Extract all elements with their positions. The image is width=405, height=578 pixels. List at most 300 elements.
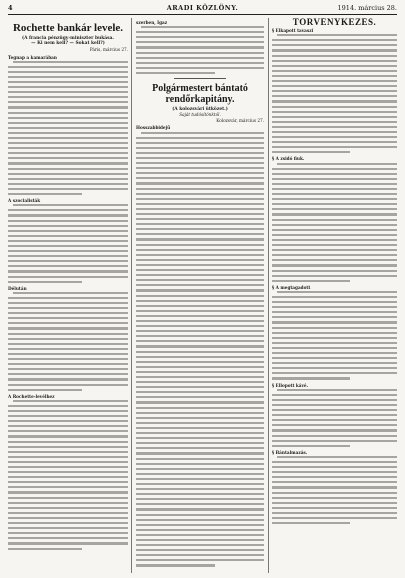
text-line <box>136 524 264 526</box>
text-line <box>136 284 264 286</box>
text-line <box>136 36 264 38</box>
text-line <box>8 348 128 350</box>
text-line <box>8 497 128 499</box>
text-line <box>136 422 264 424</box>
paragraph-text-block <box>272 163 397 282</box>
text-line <box>8 532 128 534</box>
page-number: 4 <box>8 4 13 12</box>
text-line <box>136 559 264 561</box>
text-line <box>272 39 397 41</box>
text-line <box>272 357 397 359</box>
text-line <box>136 152 264 154</box>
text-line <box>136 564 215 566</box>
text-line <box>272 249 397 251</box>
text-line <box>136 228 264 230</box>
text-line <box>272 280 350 282</box>
text-line <box>272 136 397 138</box>
text-line <box>272 466 397 468</box>
text-line <box>272 224 397 226</box>
text-line <box>8 127 128 129</box>
text-line <box>8 235 128 237</box>
text-line <box>8 137 128 139</box>
text-line <box>8 86 128 88</box>
text-line <box>136 300 264 302</box>
text-line <box>8 152 128 154</box>
text-line <box>136 182 264 184</box>
text-line <box>8 410 128 412</box>
text-line <box>136 244 264 246</box>
text-line <box>8 317 128 319</box>
text-line <box>136 305 264 307</box>
text-line <box>277 456 397 458</box>
text-line <box>272 502 397 504</box>
text-line <box>136 386 264 388</box>
text-line <box>136 488 264 490</box>
text-line <box>8 260 128 262</box>
text-line <box>136 72 215 74</box>
text-line <box>8 507 128 509</box>
text-line <box>136 356 264 358</box>
text-line <box>8 333 128 335</box>
text-line <box>272 141 397 143</box>
text-line <box>8 446 128 448</box>
paragraph-text-block <box>8 400 128 550</box>
text-line <box>272 111 397 113</box>
text-line <box>8 353 128 355</box>
text-line <box>136 549 264 551</box>
text-line <box>8 265 128 267</box>
text-line <box>8 76 128 78</box>
text-line <box>272 445 350 447</box>
text-line <box>8 188 128 190</box>
text-line <box>136 213 264 215</box>
article-dateline: Kolozsvár, március 27. <box>216 118 264 124</box>
text-line <box>277 291 397 293</box>
text-line <box>8 542 128 544</box>
text-line <box>272 168 397 170</box>
text-line <box>272 259 397 261</box>
text-line <box>13 204 128 206</box>
text-line <box>8 147 128 149</box>
text-line <box>8 225 128 227</box>
text-line <box>272 100 397 102</box>
text-line <box>272 306 397 308</box>
text-line <box>8 425 128 427</box>
text-line <box>136 345 264 347</box>
text-line <box>8 112 128 114</box>
text-line <box>136 340 264 342</box>
article-subtitle: (A kolozsvári ütközet.) <box>172 107 228 113</box>
text-line <box>8 214 128 216</box>
text-line <box>272 219 397 221</box>
text-line <box>136 442 264 444</box>
text-line <box>136 315 264 317</box>
text-line <box>136 320 264 322</box>
text-line <box>136 417 264 419</box>
text-line <box>272 183 397 185</box>
page-header <box>8 4 397 14</box>
text-line <box>8 327 128 329</box>
text-line <box>8 220 128 222</box>
text-line <box>136 554 264 556</box>
paragraph-lead: szerben, Igaz <box>136 20 168 25</box>
text-line <box>8 435 128 437</box>
paragraph-text-block <box>8 292 128 391</box>
text-line <box>272 193 397 195</box>
text-line <box>136 208 264 210</box>
text-line <box>272 75 397 77</box>
column-divider-2 <box>268 18 269 573</box>
paragraph-lead: § A megtagadott <box>272 284 311 290</box>
header-rule <box>8 14 397 15</box>
text-line <box>272 399 397 401</box>
text-line <box>8 173 128 175</box>
text-line <box>136 366 264 368</box>
text-line <box>272 239 397 241</box>
text-line <box>272 121 397 123</box>
text-line <box>136 157 264 159</box>
text-line <box>272 173 397 175</box>
text-line <box>8 527 128 529</box>
text-line <box>8 132 128 134</box>
text-line <box>272 461 397 463</box>
text-line <box>8 378 128 380</box>
text-line <box>8 405 128 407</box>
text-line <box>8 307 128 309</box>
text-line <box>136 274 264 276</box>
text-line <box>272 517 397 519</box>
text-line <box>272 429 397 431</box>
article-byline: Saját tudósítónktól. <box>179 112 221 118</box>
paragraph-text-block <box>272 34 397 153</box>
text-line <box>277 389 397 391</box>
text-line <box>272 497 397 499</box>
text-line <box>272 296 397 298</box>
text-line <box>8 466 128 468</box>
text-line <box>8 338 128 340</box>
text-line <box>136 447 264 449</box>
text-line <box>13 400 128 402</box>
text-line <box>272 512 397 514</box>
text-line <box>272 311 397 313</box>
issue-date: 1914. március 28. <box>337 4 397 12</box>
text-line <box>8 157 128 159</box>
text-line <box>272 414 397 416</box>
text-line <box>8 71 128 73</box>
text-line <box>277 163 397 165</box>
text-line <box>136 391 264 393</box>
text-line <box>8 142 128 144</box>
text-line <box>272 126 397 128</box>
text-line <box>136 519 264 521</box>
paragraph-lead: § A zsidó fiuk. <box>272 156 305 162</box>
text-line <box>272 352 397 354</box>
text-line <box>272 522 350 524</box>
text-line <box>8 281 82 283</box>
text-line <box>8 548 82 550</box>
text-line <box>272 424 397 426</box>
text-line <box>136 381 264 383</box>
text-line <box>136 147 264 149</box>
text-line <box>272 95 397 97</box>
text-line <box>272 301 397 303</box>
text-line <box>8 368 128 370</box>
text-line <box>8 183 128 185</box>
text-line <box>272 106 397 108</box>
text-line <box>277 34 397 36</box>
text-line <box>136 412 264 414</box>
paragraph-lead: Tegnap a kamarában <box>8 54 57 60</box>
text-line <box>272 316 397 318</box>
text-line <box>8 250 128 252</box>
text-line <box>272 362 397 364</box>
paragraph-text-block <box>272 456 397 524</box>
text-line <box>8 471 128 473</box>
text-line <box>136 167 264 169</box>
text-line <box>8 441 128 443</box>
text-line <box>136 468 264 470</box>
text-line <box>272 270 397 272</box>
text-line <box>272 49 397 51</box>
text-line <box>272 332 397 334</box>
text-line <box>136 188 264 190</box>
text-line <box>136 279 264 281</box>
text-line <box>136 544 264 546</box>
text-line <box>8 430 128 432</box>
text-line <box>136 233 264 235</box>
text-line <box>8 537 128 539</box>
text-line <box>13 61 128 63</box>
text-line <box>272 208 397 210</box>
text-line <box>136 463 264 465</box>
paragraph-lead: Délután <box>8 285 27 291</box>
text-line <box>272 372 397 374</box>
text-line <box>136 62 264 64</box>
paragraph-lead: § Bántalmazás. <box>272 449 308 455</box>
text-line <box>136 351 264 353</box>
text-line <box>136 57 264 59</box>
text-line <box>8 96 128 98</box>
text-line <box>272 435 397 437</box>
text-line <box>136 269 264 271</box>
text-line <box>272 394 397 396</box>
text-line <box>136 478 264 480</box>
text-line <box>8 486 128 488</box>
text-line <box>8 122 128 124</box>
text-line <box>136 142 264 144</box>
paragraph-text-block <box>8 61 128 196</box>
text-line <box>272 44 397 46</box>
text-line <box>136 325 264 327</box>
text-line <box>136 223 264 225</box>
text-line <box>136 452 264 454</box>
text-line <box>136 432 264 434</box>
text-line <box>272 90 397 92</box>
text-line <box>136 198 264 200</box>
column-3 <box>272 18 397 573</box>
newspaper-name: ARADI KÖZLÖNY. <box>166 4 239 12</box>
text-line <box>136 508 264 510</box>
text-line <box>136 539 264 541</box>
text-line <box>8 343 128 345</box>
text-line <box>136 259 264 261</box>
text-line <box>136 289 264 291</box>
text-line <box>136 376 264 378</box>
text-line <box>272 116 397 118</box>
paragraph-text-block <box>136 132 264 567</box>
text-line <box>8 178 128 180</box>
text-line <box>136 218 264 220</box>
text-line <box>8 162 128 164</box>
text-line <box>272 327 397 329</box>
text-line <box>136 473 264 475</box>
text-line <box>136 401 264 403</box>
text-line <box>272 244 397 246</box>
text-line <box>136 335 264 337</box>
article-subtitle-1: (A francia pénzügy-miniszter bukása. <box>22 36 114 41</box>
text-line <box>8 502 128 504</box>
text-line <box>8 209 128 211</box>
text-line <box>136 427 264 429</box>
text-line <box>8 240 128 242</box>
text-line <box>272 476 397 478</box>
text-line <box>136 503 264 505</box>
text-line <box>272 404 397 406</box>
text-line <box>8 106 128 108</box>
text-line <box>8 384 128 386</box>
article-dateline: Páris, március 27. <box>89 47 128 53</box>
text-line <box>136 493 264 495</box>
paragraph-lead: A szocialisták <box>8 198 41 204</box>
text-line <box>8 481 128 483</box>
paragraph-lead: Hosszabbidejű <box>136 125 171 131</box>
column-1 <box>8 18 128 573</box>
text-line <box>136 458 264 460</box>
text-line <box>136 407 264 409</box>
text-line <box>8 81 128 83</box>
text-line <box>8 522 128 524</box>
text-line <box>136 193 264 195</box>
text-line <box>8 461 128 463</box>
text-line <box>136 41 264 43</box>
text-line <box>136 534 264 536</box>
text-line <box>8 230 128 232</box>
text-line <box>272 213 397 215</box>
text-line <box>8 302 128 304</box>
text-line <box>141 26 264 28</box>
text-line <box>136 437 264 439</box>
text-line <box>272 409 397 411</box>
text-line <box>272 178 397 180</box>
text-line <box>8 117 128 119</box>
text-line <box>8 101 128 103</box>
text-line <box>136 137 264 139</box>
paragraph-lead: § Ellopott kávé. <box>272 382 309 388</box>
text-line <box>136 371 264 373</box>
text-line <box>272 486 397 488</box>
text-line <box>8 168 128 170</box>
text-line <box>136 264 264 266</box>
text-line <box>8 255 128 257</box>
text-line <box>136 514 264 516</box>
text-line <box>8 276 128 278</box>
article-subtitle-2: — Ki nem kell? — Sokat kell?) <box>31 41 105 47</box>
text-line <box>8 491 128 493</box>
text-line <box>272 234 397 236</box>
text-line <box>8 517 128 519</box>
text-line <box>13 292 128 294</box>
text-line <box>8 420 128 422</box>
text-line <box>136 330 264 332</box>
text-line <box>8 270 128 272</box>
text-line <box>136 172 264 174</box>
text-line <box>136 249 264 251</box>
text-line <box>136 31 264 33</box>
text-line <box>272 70 397 72</box>
text-line <box>272 471 397 473</box>
text-line <box>272 55 397 57</box>
text-line <box>136 203 264 205</box>
text-line <box>272 377 350 379</box>
text-line <box>136 177 264 179</box>
text-line <box>8 297 128 299</box>
text-line <box>136 67 264 69</box>
text-line <box>272 419 397 421</box>
text-line <box>272 481 397 483</box>
text-line <box>136 295 264 297</box>
text-line <box>272 131 397 133</box>
text-line <box>136 162 264 164</box>
text-line <box>8 451 128 453</box>
paragraph-text-block <box>136 26 264 74</box>
text-line <box>272 492 397 494</box>
text-line <box>8 193 82 195</box>
text-line <box>8 91 128 93</box>
text-line <box>272 275 397 277</box>
article-title-polgarmester: Polgármestert bántató rendőrkapitány. <box>152 83 248 106</box>
text-line <box>272 146 397 148</box>
text-line <box>8 66 128 68</box>
text-line <box>272 198 397 200</box>
text-line <box>272 507 397 509</box>
text-line <box>272 80 397 82</box>
text-line <box>8 456 128 458</box>
text-line <box>8 358 128 360</box>
section-separator <box>174 78 225 79</box>
text-line <box>136 483 264 485</box>
text-line <box>272 188 397 190</box>
text-line <box>8 415 128 417</box>
text-line <box>136 238 264 240</box>
text-line <box>272 440 397 442</box>
paragraph-text-block <box>272 291 397 380</box>
text-line <box>272 229 397 231</box>
paragraph-lead: A Rochette-levélhez <box>8 393 55 399</box>
text-line <box>272 203 397 205</box>
text-line <box>272 264 397 266</box>
text-line <box>136 254 264 256</box>
text-line <box>8 389 82 391</box>
text-line <box>272 151 350 153</box>
text-line <box>272 254 397 256</box>
text-line <box>136 529 264 531</box>
text-line <box>272 65 397 67</box>
text-line <box>8 312 128 314</box>
text-line <box>8 322 128 324</box>
text-line <box>272 321 397 323</box>
text-line <box>8 512 128 514</box>
text-line <box>136 310 264 312</box>
